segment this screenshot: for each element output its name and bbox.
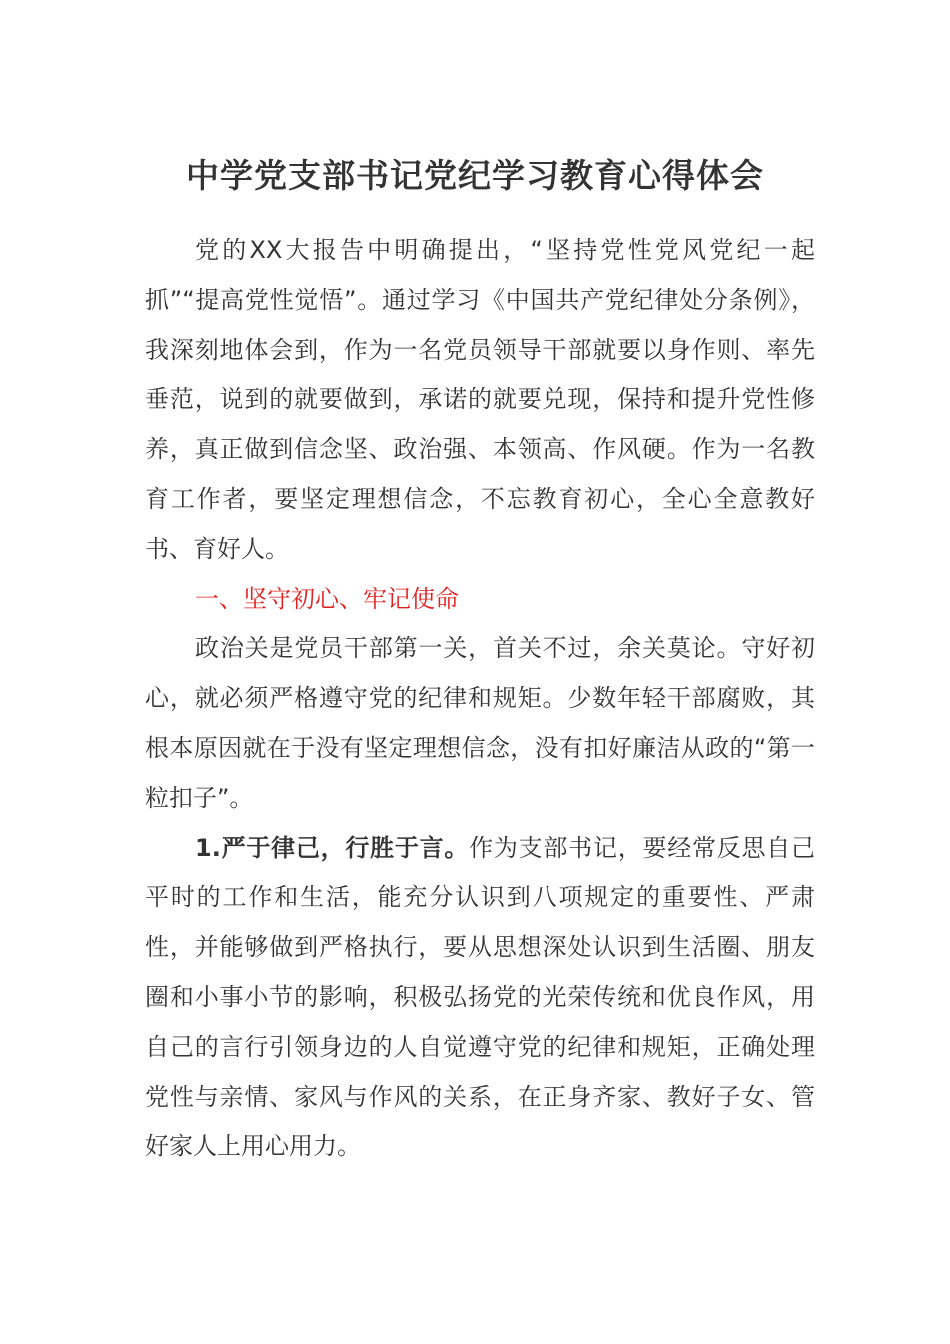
point-paragraph xyxy=(145,824,815,1173)
point-lead: 1.严于律己，行胜于言。 xyxy=(195,833,470,862)
section-heading: 一、坚守初心、牢记使命 xyxy=(195,584,459,613)
section-paragraph: 政治关是党员干部第一关，首关不过，余关莫论。守好初心，就必须严格遵守党的纪律和规矩。少数年轻干部腐败，其根本原因就在于没有坚定理想信念，没有扣好廉洁从政的“第一粒扣子”。 xyxy=(145,634,815,812)
point-body: 作为支部书记，要经常反思自己平时的工作和生活，能充分认识到八项规定的重要性、严肃性，并能够做到严格执行，要从思想深处认识到生活圈、朋友圈和小事小节的影响，积极弘扬党的光荣传统和优良作风，用自己的言行引领身边的人自觉遵守党的纪律和规矩，正确处理党性与亲情、家风与作风的关系，在正身齐家、教好子女、管好家人上用心用力。 xyxy=(145,833,815,1161)
document-body xyxy=(145,226,815,1172)
intro-paragraph: 党的XX大报告中明确提出，“坚持党性党风党纪一起抓”“提高党性觉悟”。通过学习《中国共产党纪律处分条例》，我深刻地体会到，作为一名党员领导干部就要以身作则、率先垂范，说到的就要做到，承诺的就要兑现，保持和提升党性修养，真正做到信念坚、政治强、本领高、作风硬。作为一名教育工作者，要坚定理想信念，不忘教育初心，全心全意教好书、育好人。 xyxy=(145,236,815,563)
document-title: 中学党支部书记党纪学习教育心得体会 xyxy=(186,156,764,195)
